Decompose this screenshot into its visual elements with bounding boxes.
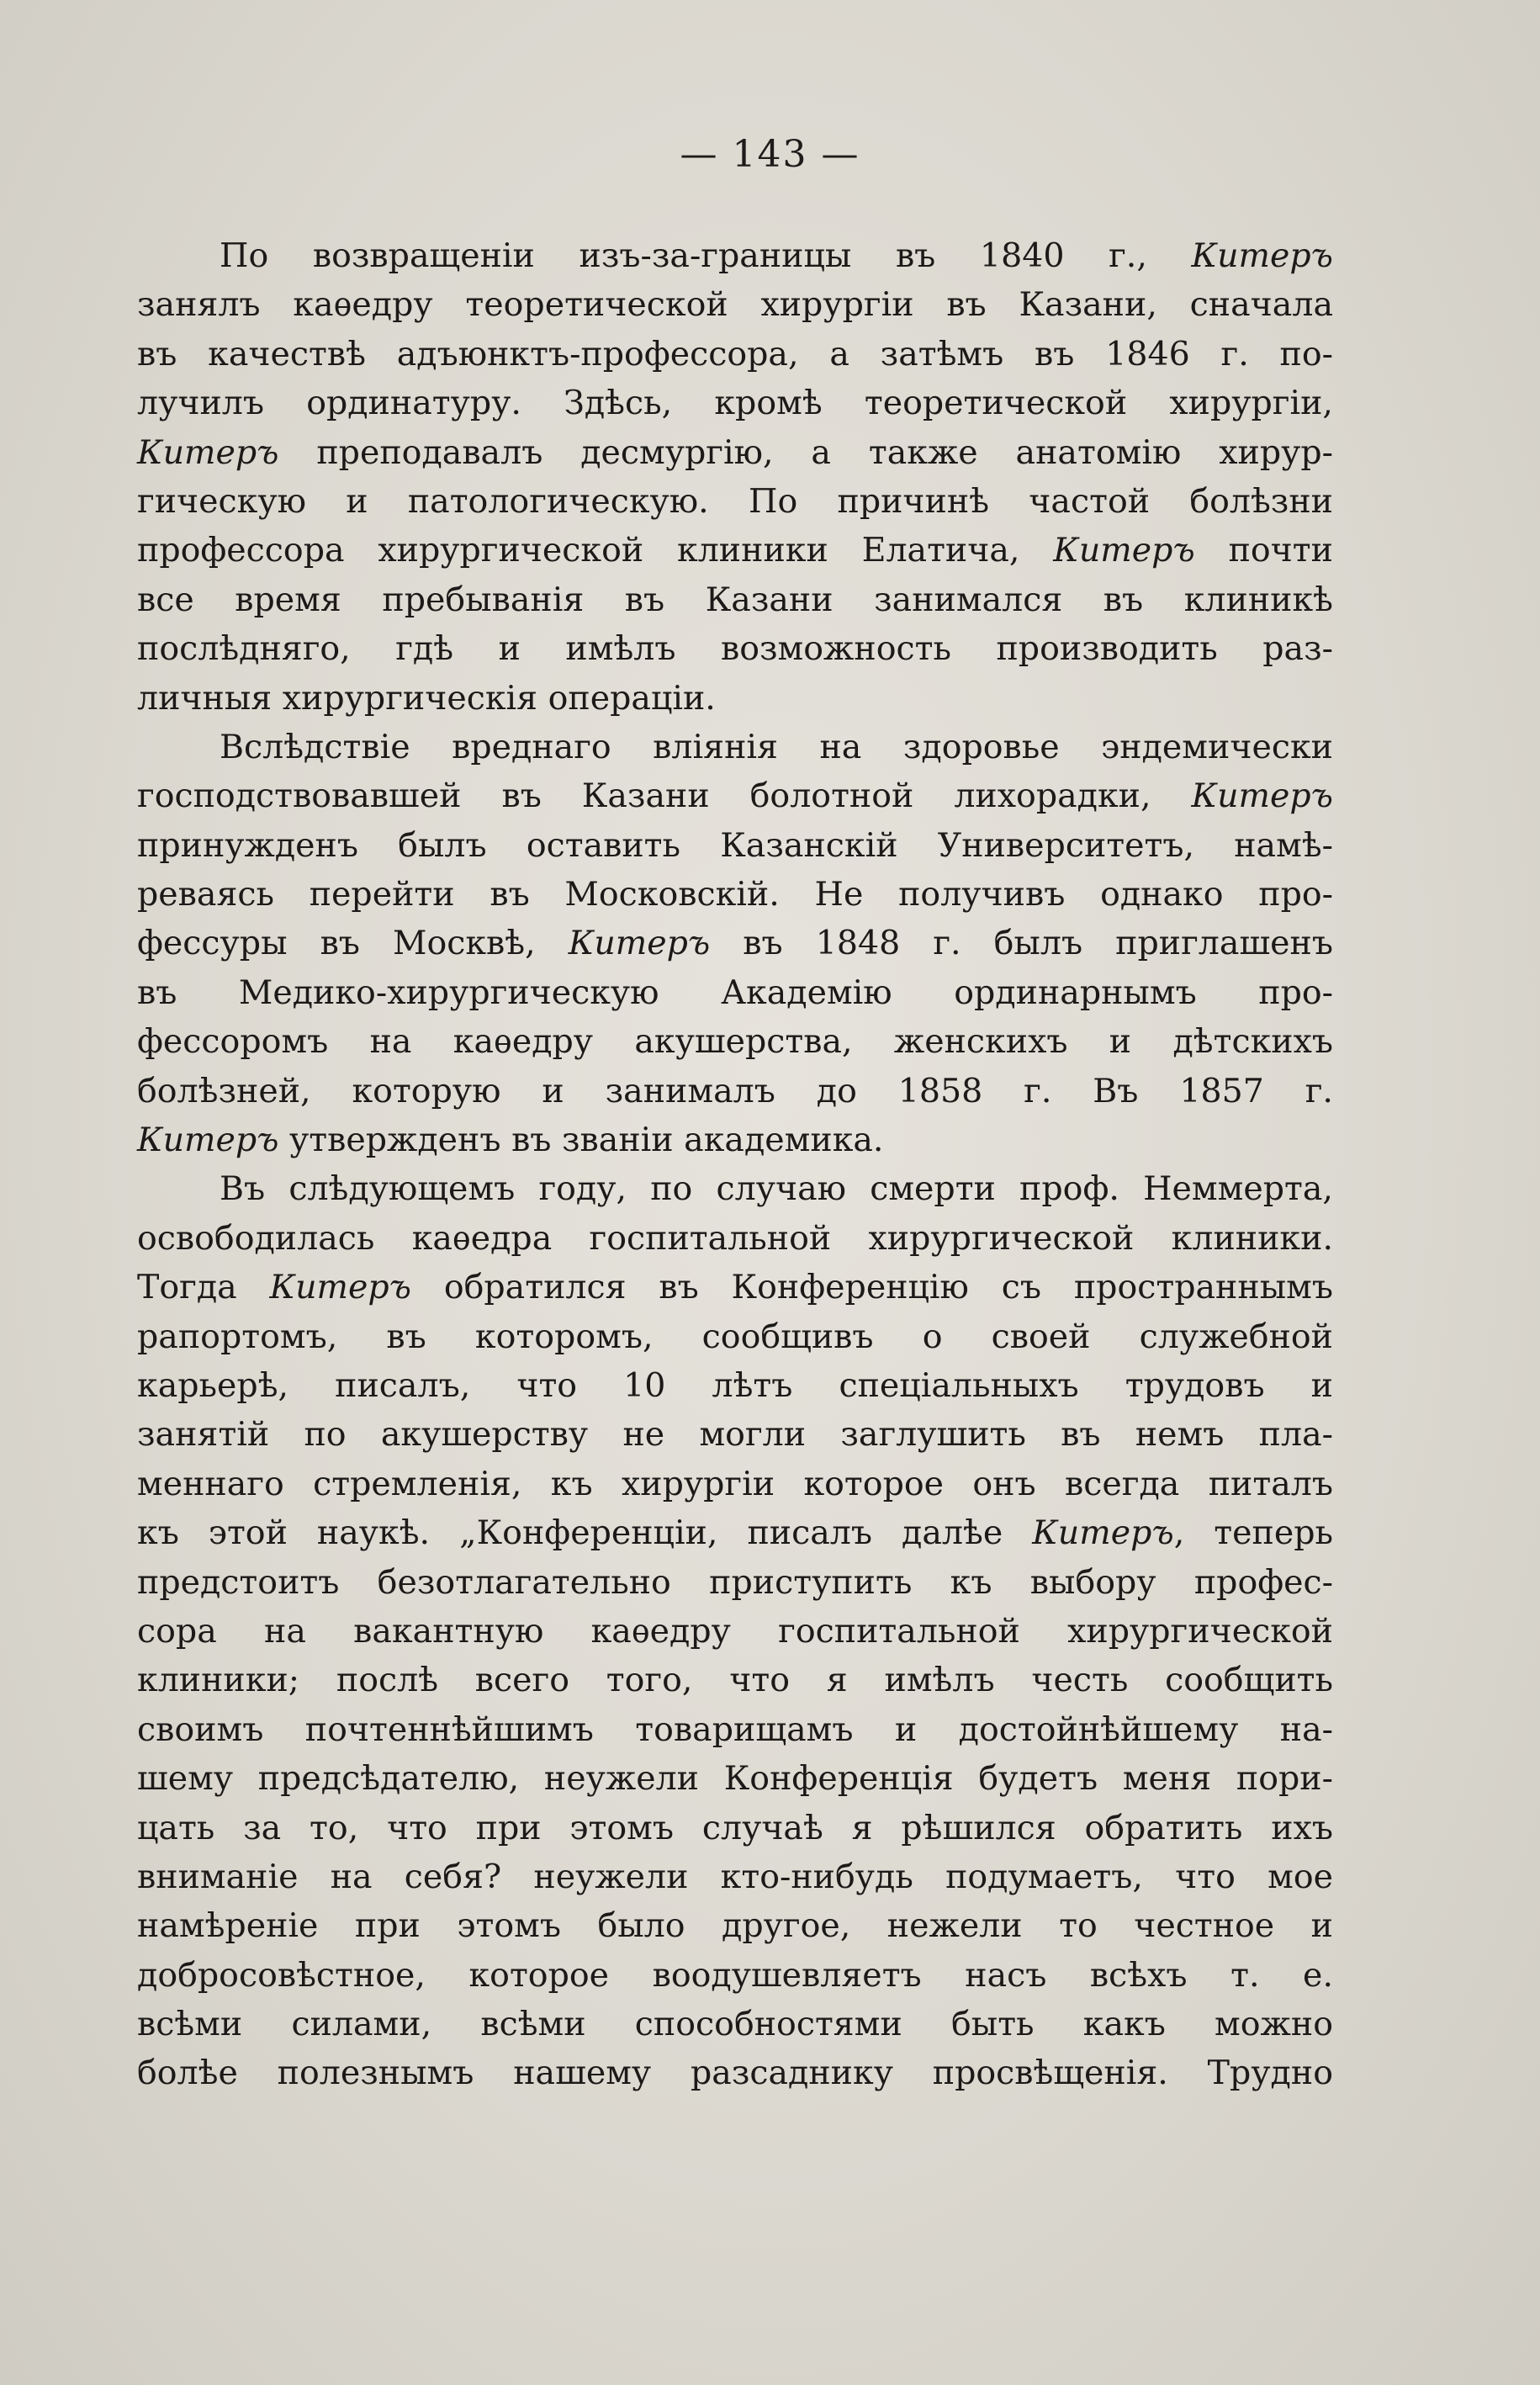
- text-run: въ Медико-хирургическую Академiю ординарнымъ про-: [137, 973, 1333, 1012]
- text-line: [137, 624, 1333, 673]
- text-line: [137, 1656, 1333, 1704]
- text-run: цать за то, что при этомъ случаѣ я рѣшился обратить ихъ: [137, 1808, 1333, 1847]
- text-run: утвержденъ въ званiи академика.: [278, 1121, 884, 1160]
- italic-name: Китеръ: [137, 1121, 279, 1160]
- text-run: Вслѣдствiе вреднаго влiянiя на здоровье эндемически: [220, 727, 1333, 766]
- italic-name: Китеръ: [269, 1268, 411, 1307]
- text-line: [137, 771, 1333, 820]
- text-line: [137, 1361, 1333, 1410]
- text-line: [137, 723, 1333, 771]
- text-run: освободилась каѳедра госпитальной хирургической клиники.: [137, 1218, 1333, 1258]
- text-run: гическую и патологическую. По причинѣ частой болѣзни: [137, 481, 1333, 521]
- italic-name: Китеръ: [1032, 1513, 1174, 1553]
- text-run: шему предсѣдателю, неужели Конференцiя будетъ меня пори-: [137, 1759, 1333, 1799]
- page-number: — 143 —: [680, 133, 860, 176]
- italic-name: Китеръ: [1053, 531, 1195, 570]
- text-run: фессоромъ на каѳедру акушерства, женскихъ и дѣтскихъ: [137, 1022, 1333, 1062]
- text-run: фессуры въ Москвѣ,: [137, 924, 569, 963]
- paragraph: [137, 1164, 1333, 2097]
- text-line: [137, 1951, 1333, 2000]
- text-run: профессора хирургической клиники Елатича,: [137, 531, 1054, 570]
- text-run: клиники; послѣ всего того, что я имѣлъ честь сообщить: [137, 1661, 1333, 1700]
- text-run: добросовѣстное, которое воодушевляетъ насъ всѣхъ т. е.: [137, 1955, 1333, 1995]
- text-run: карьерѣ, писалъ, что 10 лѣтъ спецiальныхъ трудовъ и: [137, 1365, 1333, 1405]
- italic-name: Китеръ: [137, 432, 279, 472]
- text-line: [137, 231, 1333, 280]
- text-line: [137, 428, 1333, 477]
- text-run: меннаго стремленiя, къ хирургiи которое онъ всегда питалъ: [137, 1464, 1333, 1503]
- text-run: болѣе полезнымъ нашему разсаднику просвѣщенiя. Трудно: [137, 2054, 1333, 2093]
- text-line: [137, 1705, 1333, 1754]
- text-run: преподавалъ десмургiю, а также анатомiю хирур-: [278, 432, 1333, 472]
- paragraph: [137, 231, 1333, 723]
- text-run: вниманiе на себя? неужели кто-нибудь подумаетъ, что мое: [137, 1857, 1333, 1896]
- text-run: послѣдняго, гдѣ и имѣлъ возможность производить раз-: [137, 629, 1333, 669]
- text-line: [137, 1312, 1333, 1361]
- text-line: [137, 1116, 1333, 1164]
- text-line: [137, 477, 1333, 526]
- text-run: Въ слѣдующемъ году, по случаю смерти проф. Неммерта,: [220, 1169, 1333, 1209]
- text-run: господствовавшей въ Казани болотной лихорадки,: [137, 776, 1192, 816]
- text-line: [137, 1263, 1333, 1312]
- text-line: [137, 1607, 1333, 1656]
- text-line: [137, 330, 1333, 379]
- text-line: [137, 1852, 1333, 1901]
- text-line: [137, 1164, 1333, 1213]
- italic-name: Китеръ: [568, 924, 711, 963]
- text-line: [137, 1558, 1333, 1607]
- text-run: своимъ почтеннѣйшимъ товарищамъ и достойнѣйшему на-: [137, 1709, 1333, 1749]
- text-run: сора на вакантную каѳедру госпитальной хирургической: [137, 1611, 1333, 1651]
- text-run: обратился въ Конференцiю съ пространнымъ: [411, 1268, 1333, 1307]
- text-run: всѣми силами, всѣми способностями быть какъ можно: [137, 2005, 1333, 2044]
- text-run: , теперь: [1173, 1513, 1333, 1553]
- text-line: [137, 1067, 1333, 1116]
- text-line: [137, 1410, 1333, 1459]
- text-run: предстоитъ безотлагательно приступить къ выбору профес-: [137, 1562, 1333, 1602]
- text-line: [137, 674, 1333, 723]
- text-line: [137, 575, 1333, 624]
- text-line: [137, 870, 1333, 919]
- text-line: [137, 526, 1333, 575]
- text-line: [137, 821, 1333, 870]
- text-line: [137, 1754, 1333, 1803]
- text-run: въ 1848 г. былъ приглашенъ: [710, 924, 1333, 963]
- text-run: къ этой наукѣ. „Конференцiи, писалъ далѣе: [137, 1513, 1033, 1553]
- text-line: [137, 2048, 1333, 2097]
- text-run: занялъ каѳедру теоретической хирургiи въ Казани, сначала: [137, 285, 1333, 325]
- paragraph: [137, 723, 1333, 1165]
- text-line: [137, 919, 1333, 967]
- text-line: [137, 1508, 1333, 1557]
- text-run: занятiй по акушерству не могли заглушить въ немъ пла-: [137, 1415, 1333, 1455]
- text-line: [137, 1460, 1333, 1508]
- text-run: Тогда: [137, 1268, 270, 1307]
- text-run: лучилъ ординатуру. Здѣсь, кромѣ теоретической хирургiи,: [137, 384, 1333, 423]
- text-line: [137, 1804, 1333, 1852]
- text-run: болѣзней, которую и занималъ до 1858 г. Въ 1857 г.: [137, 1071, 1333, 1110]
- italic-name: Китеръ: [1191, 236, 1333, 275]
- text-line: [137, 1901, 1333, 1950]
- text-line: [137, 1017, 1333, 1066]
- text-run: намѣренiе при этомъ было другое, нежели то честное и: [137, 1906, 1333, 1946]
- text-run: почти: [1194, 531, 1333, 570]
- text-run: По возвращенiи изъ-за-границы въ 1840 г.,: [220, 236, 1192, 275]
- italic-name: Китеръ: [1191, 776, 1333, 816]
- text-run: въ качествѣ адъюнктъ-профессора, а затѣмъ въ 1846 г. по-: [137, 334, 1333, 374]
- text-line: [137, 968, 1333, 1017]
- text-run: личныя хирургическiя операцiи.: [137, 678, 716, 718]
- text-line: [137, 2000, 1333, 2048]
- text-line: [137, 379, 1333, 427]
- text-run: все время пребыванiя въ Казани занимался въ клиникѣ: [137, 580, 1333, 619]
- text-line: [137, 280, 1333, 329]
- text-run: принужденъ былъ оставить Казанскiй Университетъ, намѣ-: [137, 825, 1333, 865]
- text-run: реваясь перейти въ Московскiй. Не получивъ однако про-: [137, 875, 1333, 914]
- body-text: [137, 231, 1333, 2098]
- text-run: рапортомъ, въ которомъ, сообщивъ о своей служебной: [137, 1317, 1333, 1356]
- text-line: [137, 1214, 1333, 1263]
